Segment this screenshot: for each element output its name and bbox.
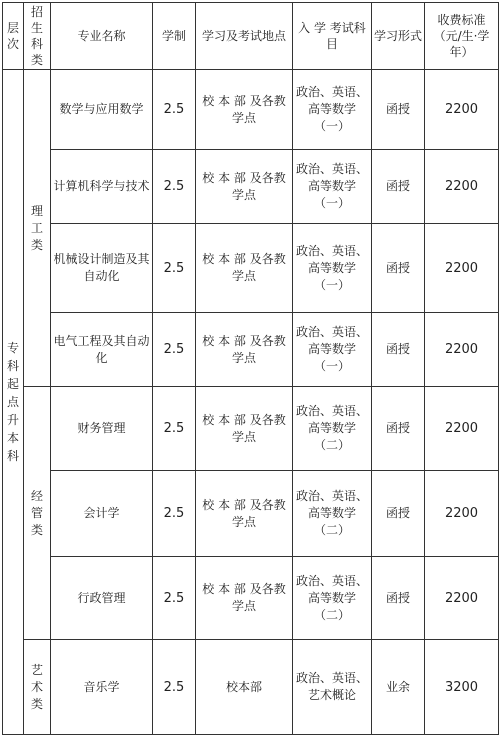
header-row <box>3 3 499 70</box>
major-cell: 财务管理 <box>51 387 153 471</box>
admission-table <box>2 2 499 735</box>
location-cell: 校 本 部 及各教学点 <box>196 557 293 640</box>
header-duration: 学制 <box>153 3 196 70</box>
subjects-cell: 政治、英语、高等数学（二） <box>293 471 372 557</box>
major-cell: 计算机科学与技术 <box>51 150 153 224</box>
table-row <box>3 70 499 150</box>
level-cell: 专科起点升本科 <box>3 70 24 735</box>
fee-cell: 2200 <box>425 471 499 557</box>
header-subjects: 入 学 考试科目 <box>293 3 372 70</box>
fee-cell: 2200 <box>425 313 499 387</box>
location-cell: 校 本 部 及各教学点 <box>196 387 293 471</box>
table-row <box>3 224 499 313</box>
location-cell: 校 本 部 及各教学点 <box>196 70 293 150</box>
header-location: 学习及考试地点 <box>196 3 293 70</box>
category-cell: 经管类 <box>24 387 51 640</box>
mode-cell: 函授 <box>372 387 425 471</box>
duration-cell: 2.5 <box>153 150 196 224</box>
major-cell: 数学与应用数学 <box>51 70 153 150</box>
location-cell: 校 本 部 及各教学点 <box>196 150 293 224</box>
major-cell: 音乐学 <box>51 640 153 735</box>
duration-cell: 2.5 <box>153 557 196 640</box>
subjects-cell: 政治、英语、高等数学（一） <box>293 224 372 313</box>
table-row <box>3 150 499 224</box>
fee-cell: 2200 <box>425 224 499 313</box>
duration-cell: 2.5 <box>153 640 196 735</box>
subjects-cell: 政治、英语、高等数学（一） <box>293 150 372 224</box>
duration-cell: 2.5 <box>153 224 196 313</box>
major-cell: 机械设计制造及其自动化 <box>51 224 153 313</box>
mode-cell: 业余 <box>372 640 425 735</box>
mode-cell: 函授 <box>372 224 425 313</box>
table-row <box>3 387 499 471</box>
table-body <box>3 70 499 735</box>
mode-cell: 函授 <box>372 313 425 387</box>
location-cell: 校 本 部 及各教学点 <box>196 313 293 387</box>
duration-cell: 2.5 <box>153 70 196 150</box>
table-row <box>3 640 499 735</box>
fee-cell: 2200 <box>425 557 499 640</box>
fee-cell: 2200 <box>425 70 499 150</box>
mode-cell: 函授 <box>372 150 425 224</box>
location-cell: 校 本 部 及各教学点 <box>196 471 293 557</box>
subjects-cell: 政治、英语、高等数学（一） <box>293 313 372 387</box>
duration-cell: 2.5 <box>153 387 196 471</box>
fee-cell: 2200 <box>425 150 499 224</box>
table-row <box>3 471 499 557</box>
subjects-cell: 政治、英语、高等数学（一） <box>293 70 372 150</box>
subjects-cell: 政治、英语、高等数学（二） <box>293 387 372 471</box>
subjects-cell: 政治、英语、高等数学（二） <box>293 557 372 640</box>
header-fee: 收费标准（元/生·学年） <box>425 3 499 70</box>
fee-cell: 3200 <box>425 640 499 735</box>
fee-cell: 2200 <box>425 387 499 471</box>
location-cell: 校 本 部 及各教学点 <box>196 224 293 313</box>
major-cell: 电气工程及其自动化 <box>51 313 153 387</box>
category-cell: 理工类 <box>24 70 51 387</box>
major-cell: 行政管理 <box>51 557 153 640</box>
header-major: 专业名称 <box>51 3 153 70</box>
duration-cell: 2.5 <box>153 313 196 387</box>
table-row <box>3 313 499 387</box>
table-row <box>3 557 499 640</box>
header-level: 层次 <box>3 3 24 70</box>
mode-cell: 函授 <box>372 70 425 150</box>
header-category: 招生科类 <box>24 3 51 70</box>
mode-cell: 函授 <box>372 557 425 640</box>
subjects-cell: 政治、英语、艺术概论 <box>293 640 372 735</box>
major-cell: 会计学 <box>51 471 153 557</box>
header-mode: 学习形式 <box>372 3 425 70</box>
location-cell: 校本部 <box>196 640 293 735</box>
mode-cell: 函授 <box>372 471 425 557</box>
duration-cell: 2.5 <box>153 471 196 557</box>
category-cell: 艺术类 <box>24 640 51 735</box>
